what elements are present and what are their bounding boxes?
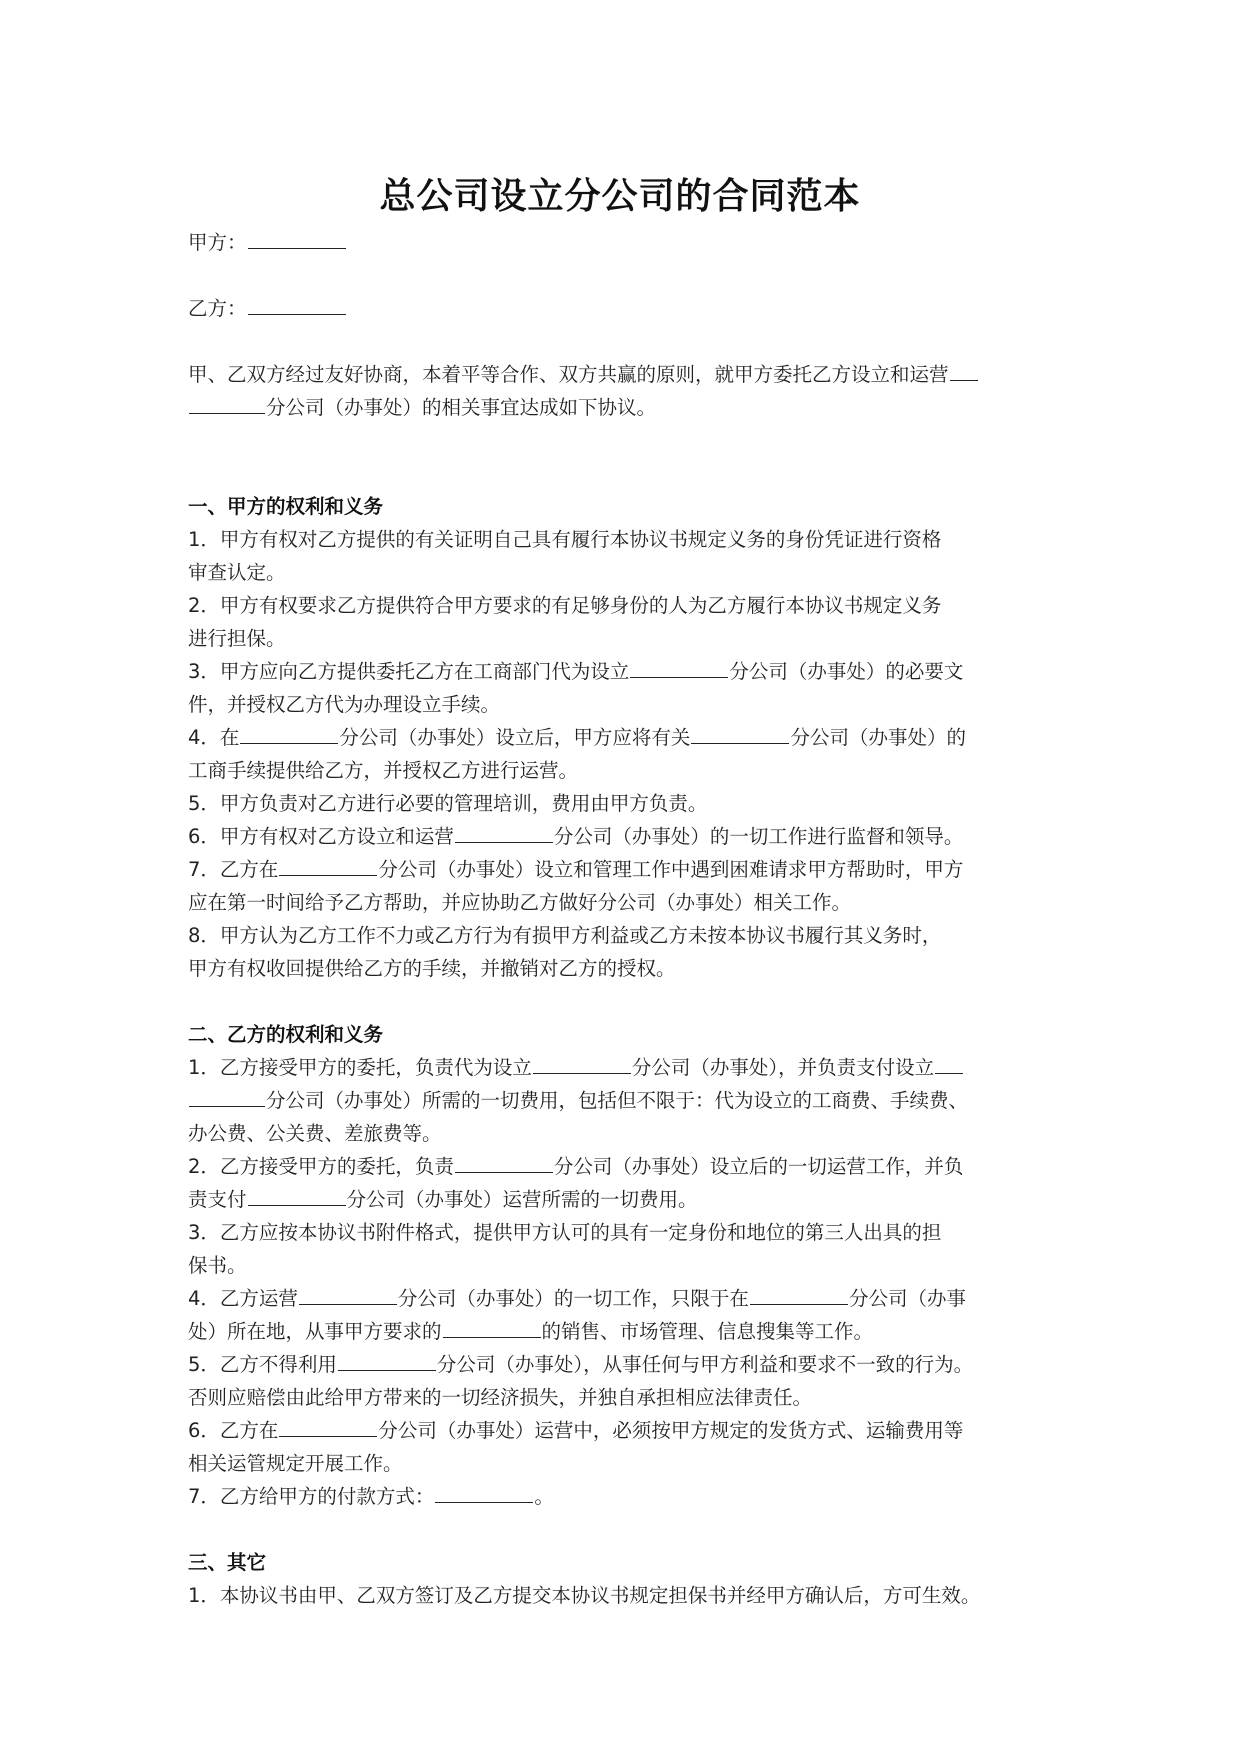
clause-line [188, 1183, 1068, 1216]
clause-text: 7．乙方在 [188, 858, 279, 881]
clause-text: 分公司（办事处）运营所需的一切费用。 [346, 1188, 698, 1211]
fill-blank [935, 1072, 963, 1074]
clause-text: 分公司（办事处）的一切工作进行监督和领导。 [553, 825, 964, 848]
clause-text: 分公司（办事处）的 [790, 726, 966, 749]
clause-text: 5．乙方不得利用 [188, 1353, 337, 1376]
fill-blank [248, 1204, 346, 1206]
clause-line [188, 1315, 1068, 1348]
clause-line: 8．甲方认为乙方工作不力或乙方行为有损甲方利益或乙方未按本协议书履行其义务时， [188, 924, 942, 947]
clause-text: 分公司（办事处）设立和管理工作中遇到困难请求甲方帮助时，甲方 [378, 858, 964, 881]
clause-line [188, 1051, 1068, 1084]
clause-text: 3．甲方应向乙方提供委托乙方在工商部门代为设立 [188, 660, 630, 683]
clause-line [188, 721, 1068, 754]
clause-line: 5．甲方负责对乙方进行必要的管理培训，费用由甲方负责。 [188, 792, 708, 815]
party-a-line [188, 226, 1068, 259]
party-a-blank [248, 247, 346, 249]
clause-text: 分公司（办事处）的一切工作，只限于在 [397, 1287, 749, 1310]
party-b-blank [248, 313, 346, 315]
clause-line: 应在第一时间给予乙方帮助，并应协助乙方做好分公司（办事处）相关工作。 [188, 891, 852, 914]
clause-text: 分公司（办事处）设立后的一切运营工作，并负 [553, 1155, 964, 1178]
party-b-label: 乙方： [188, 297, 247, 320]
clause-text: 的销售、市场管理、信息搜集等工作。 [541, 1320, 874, 1343]
fill-blank [240, 742, 338, 744]
clause-line: 相关运管规定开展工作。 [188, 1452, 403, 1475]
clause-text: 4．乙方运营 [188, 1287, 298, 1310]
fill-blank [189, 412, 265, 414]
section-title: 三、其它 [188, 1551, 267, 1574]
clause-line: 工商手续提供给乙方，并授权乙方进行运营。 [188, 759, 579, 782]
clause-line [188, 1480, 1068, 1513]
clause-line: 2．甲方有权要求乙方提供符合甲方要求的有足够身份的人为乙方履行本协议书规定义务 [188, 594, 942, 617]
clause-text: 分公司（办事处）的必要文 [729, 660, 964, 683]
party-b-line [188, 292, 1068, 325]
clause-line [188, 853, 1068, 886]
fill-blank [338, 1369, 436, 1371]
clause-text: 分公司（办事处），从事任何与甲方利益和要求不一致的行为。 [436, 1353, 974, 1376]
clause-text: 分公司（办事处）所需的一切费用，包括但不限于：代为设立的工商费、手续费、 [266, 1089, 969, 1112]
fill-blank [189, 1105, 265, 1107]
clause-line [188, 1348, 1068, 1381]
fill-blank [750, 1303, 848, 1305]
clause-text: 6．甲方有权对乙方设立和运营 [188, 825, 454, 848]
clause-text: 处）所在地，从事甲方要求的 [188, 1320, 442, 1343]
clause-text: 分公司（办事 [848, 1287, 966, 1310]
clause-line: 办公费、公关费、差旅费等。 [188, 1122, 442, 1145]
fill-blank [533, 1072, 631, 1074]
clause-line: 审查认定。 [188, 561, 286, 584]
intro-line [188, 391, 1068, 424]
document-title: 总公司设立分公司的合同范本 [379, 176, 861, 217]
fill-blank [455, 841, 553, 843]
fill-blank [435, 1501, 533, 1503]
clause-line: 件，并授权乙方代为办理设立手续。 [188, 693, 501, 716]
fill-blank [443, 1336, 541, 1338]
clause-line [188, 1282, 1068, 1315]
clause-line [188, 1084, 1068, 1117]
clause-text: 1．乙方接受甲方的委托，负责代为设立 [188, 1056, 532, 1079]
party-a-label: 甲方： [188, 231, 247, 254]
clause-line: 保书。 [188, 1254, 247, 1277]
fill-blank [691, 742, 789, 744]
intro-line [188, 358, 1068, 391]
clause-text: 4．在 [188, 726, 240, 749]
clause-text: 分公司（办事处）设立后，甲方应将有关 [339, 726, 691, 749]
clause-line: 甲方有权收回提供给乙方的手续，并撤销对乙方的授权。 [188, 957, 676, 980]
clause-text: 7．乙方给甲方的付款方式： [188, 1485, 435, 1508]
fill-blank [455, 1171, 553, 1173]
paragraph-text: 分公司（办事处）的相关事宜达成如下协议。 [266, 396, 657, 419]
section-title: 二、乙方的权利和义务 [188, 1023, 384, 1046]
clause-line [188, 820, 1068, 853]
fill-blank [630, 676, 728, 678]
section-title: 一、甲方的权利和义务 [188, 495, 384, 518]
clause-line: 否则应赔偿由此给甲方带来的一切经济损失，并独自承担相应法律责任。 [188, 1386, 813, 1409]
clause-text: 2．乙方接受甲方的委托，负责 [188, 1155, 454, 1178]
clause-line [188, 1414, 1068, 1447]
clause-line: 进行担保。 [188, 627, 286, 650]
clause-text: 分公司（办事处），并负责支付设立 [631, 1056, 935, 1079]
clause-line: 1．甲方有权对乙方提供的有关证明自己具有履行本协议书规定义务的身份凭证进行资格 [188, 528, 942, 551]
clause-text: 6．乙方在 [188, 1419, 279, 1442]
paragraph-text: 甲、乙双方经过友好协商，本着平等合作、双方共赢的原则，就甲方委托乙方设立和运营 [188, 363, 949, 386]
clause-text: 分公司（办事处）运营中，必须按甲方规定的发货方式、运输费用等 [378, 1419, 964, 1442]
clause-line: 3．乙方应按本协议书附件格式，提供甲方认可的具有一定身份和地位的第三人出具的担 [188, 1221, 942, 1244]
document-body [188, 226, 1068, 1612]
fill-blank [279, 1435, 377, 1437]
fill-blank [299, 1303, 397, 1305]
fill-blank [950, 379, 978, 381]
clause-line: 1．本协议书由甲、乙双方签订及乙方提交本协议书规定担保书并经甲方确认后，方可生效。 [188, 1584, 981, 1607]
clause-text: 责支付 [188, 1188, 247, 1211]
fill-blank [279, 874, 377, 876]
clause-line [188, 655, 1068, 688]
clause-line [188, 1150, 1068, 1183]
clause-text: 。 [534, 1485, 554, 1508]
